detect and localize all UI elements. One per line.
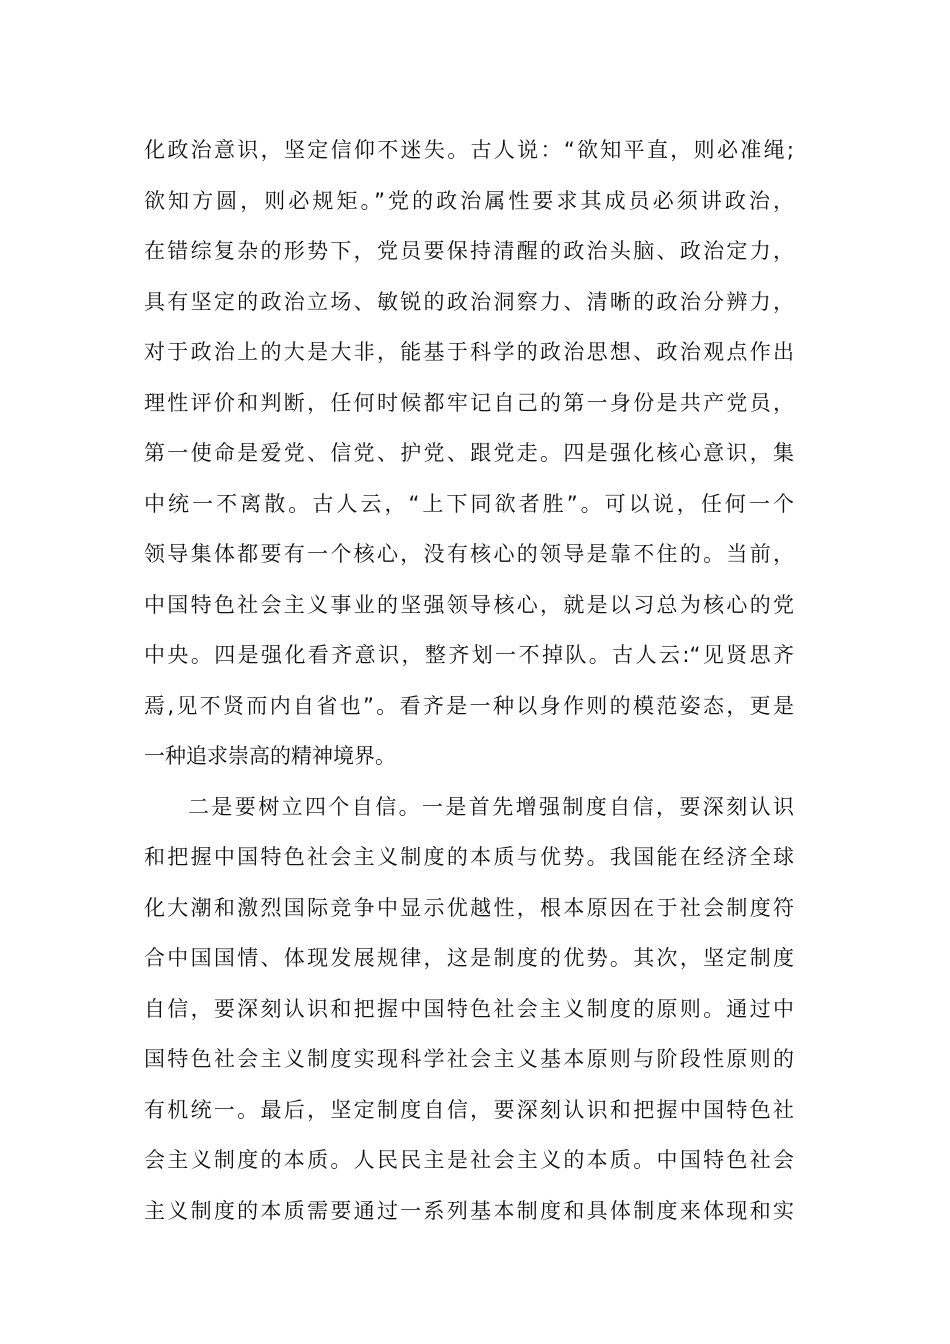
text-line: 二是要树立四个自信。一是首先增强制度自信，要深刻认识 bbox=[188, 794, 794, 819]
text-line: 理性评价和判断，任何时候都牢记自己的第一身份是共产党员， bbox=[144, 390, 794, 415]
text-line: 对于政治上的大是大非，能基于科学的政治思想、政治观点作出 bbox=[144, 340, 794, 364]
text-line: 会主义制度的本质。人民民主是社会主义的本质。中国特色社会 bbox=[144, 1148, 794, 1172]
text-line: 第一使命是爱党、信党、护党、跟党走。四是强化核心意识，集 bbox=[144, 441, 794, 465]
text-line: 有机统一。最后，坚定制度自信，要深刻认识和把握中国特色社 bbox=[144, 1097, 794, 1122]
body-text bbox=[144, 125, 794, 1236]
text-line: 欲知方圆，则必规矩。”党的政治属性要求其成员必须讲政治， bbox=[144, 188, 794, 213]
text-line: 具有坚定的政治立场、敏锐的政治洞察力、清晰的政治分辨力， bbox=[144, 289, 794, 314]
text-line: 领导集体都要有一个核心，没有核心的领导是靠不住的。当前， bbox=[144, 542, 794, 566]
text-line: 中国特色社会主义事业的坚强领导核心，就是以习总为核心的党 bbox=[144, 592, 794, 617]
text-line: 中央。四是强化看齐意识，整齐划一不掉队。古人云:“见贤思齐 bbox=[144, 643, 794, 667]
text-line: 自信，要深刻认识和把握中国特色社会主义制度的原则。通过中 bbox=[144, 996, 794, 1021]
text-line: 主义制度的本质需要通过一系列基本制度和具体制度来体现和实 bbox=[144, 1198, 794, 1223]
text-line: 和把握中国特色社会主义制度的本质与优势。我国能在经济全球 bbox=[144, 845, 794, 869]
text-line: 在错综复杂的形势下，党员要保持清醒的政治头脑、政治定力， bbox=[144, 239, 794, 263]
text-line: 焉,见不贤而内自省也”。看齐是一种以身作则的模范姿态，更是 bbox=[144, 693, 794, 718]
text-line: 合中国国情、体现发展规律，这是制度的优势。其次，坚定制度 bbox=[144, 946, 794, 970]
text-line: 化政治意识，坚定信仰不迷失。古人说：“欲知平直，则必准绳; bbox=[144, 138, 794, 162]
text-line: 中统一不离散。古人云，“上下同欲者胜”。可以说，任何一个 bbox=[144, 491, 794, 516]
text-line: 一种追求崇高的精神境界。 bbox=[144, 744, 396, 768]
text-line: 化大潮和激烈国际竞争中显示优越性，根本原因在于社会制度符 bbox=[144, 895, 794, 920]
text-line: 国特色社会主义制度实现科学社会主义基本原则与阶段性原则的 bbox=[144, 1047, 794, 1071]
